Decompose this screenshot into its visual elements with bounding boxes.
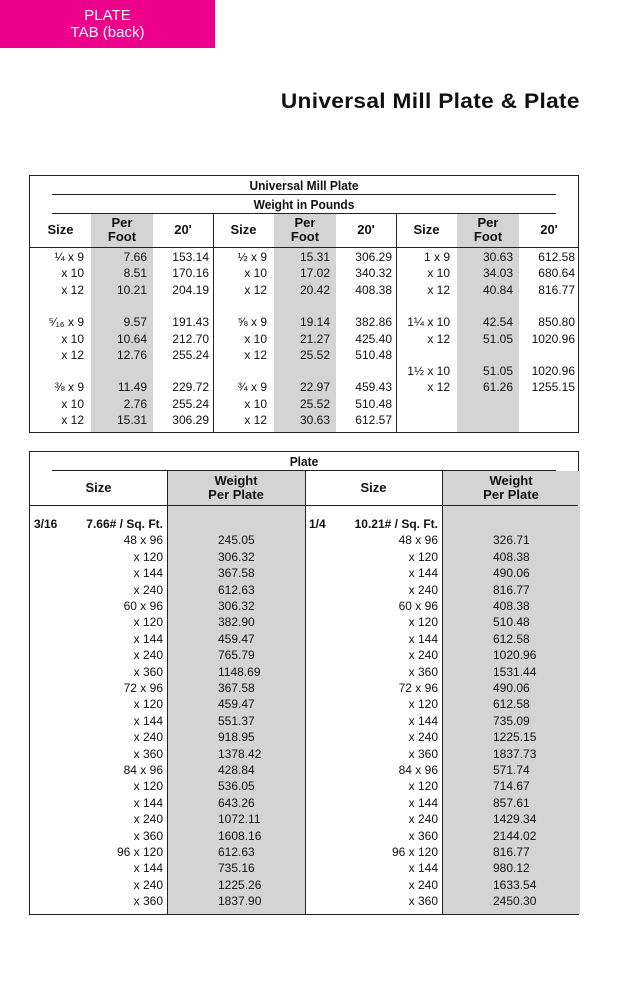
- ump-per-foot-cell: 30.63: [299, 413, 330, 427]
- plate-size-cell: x 144: [408, 566, 438, 581]
- ump-size-cell: x 12: [427, 282, 450, 297]
- plate-weight-cell: 408.38: [493, 549, 530, 564]
- ump-twenty-foot-cell: 306.29: [355, 250, 392, 264]
- plate-size-cell: x 240: [133, 877, 163, 892]
- plate-size-cell: x 240: [133, 812, 163, 827]
- plate-size-cell: x 240: [133, 582, 163, 597]
- ump-twenty-foot-cell: 153.14: [172, 250, 209, 264]
- size-header: Size: [47, 222, 74, 237]
- weight-per-plate-header: [442, 474, 580, 502]
- ump-twenty-foot-cell: 459.43: [355, 380, 392, 395]
- plate-weight-cell: 245.05: [218, 533, 255, 548]
- ump-per-foot-cell: 10.64: [116, 331, 147, 346]
- ump-per-foot-cell: 11.49: [117, 380, 147, 395]
- plate-size-cell: x 360: [408, 664, 438, 679]
- plate-weight-cell: 612.58: [493, 631, 530, 646]
- plate-weight-cell: 367.58: [218, 680, 255, 695]
- ump-per-foot-cell: 10.21: [116, 282, 147, 297]
- plate-size-cell: x 144: [133, 713, 163, 728]
- plate-weight-cell: 459.47: [218, 697, 255, 712]
- plate-size-cell: x 240: [133, 648, 163, 663]
- ump-size-cell: 1 x 9: [423, 250, 450, 264]
- ump-size-cell: x 12: [427, 331, 450, 346]
- plate-size-cell: x 144: [133, 566, 163, 581]
- weight-header-line: Weight: [214, 473, 258, 488]
- ump-table-title: Universal Mill Plate: [52, 176, 556, 195]
- plate-weight-cell: 306.32: [218, 598, 255, 613]
- ump-twenty-foot-cell: 306.29: [172, 413, 209, 427]
- plate-weight-cell: 1837.73: [493, 746, 537, 761]
- plate-size-cell: x 360: [133, 894, 163, 909]
- side-divider: [305, 471, 306, 914]
- plate-size-cell: x 144: [133, 795, 163, 810]
- plate-weight-cell: 735.09: [493, 713, 530, 728]
- weight-divider: [167, 471, 168, 914]
- ump-twenty-foot-cell: 382.86: [355, 315, 392, 330]
- plate-weight-cell: 1020.96: [493, 648, 537, 663]
- plate-size-cell: x 144: [133, 861, 163, 876]
- section-tab: [0, 0, 215, 48]
- plate-weight-cell: 612.63: [218, 582, 255, 597]
- plate-weight-cell: 1531.44: [493, 664, 537, 679]
- ump-size-cell: ⅜ x 9: [54, 380, 84, 395]
- ump-per-foot-cell: 8.51: [123, 266, 147, 281]
- ump-twenty-foot-cell: 425.40: [355, 331, 392, 346]
- weight-header-line: Weight: [489, 473, 533, 488]
- ump-per-foot-cell: 40.84: [482, 282, 513, 297]
- ump-size-cell: ⁵⁄₁₆ x 9: [48, 315, 84, 330]
- ump-per-foot-cell: 20.42: [299, 282, 330, 297]
- plate-size-cell: x 360: [408, 828, 438, 843]
- universal-mill-plate-table: [29, 175, 579, 433]
- plate-size-cell: x 144: [408, 713, 438, 728]
- ump-size-cell: x 10: [61, 331, 84, 346]
- ump-size-cell: x 12: [244, 347, 267, 362]
- ump-per-foot-cell: 51.05: [482, 364, 513, 379]
- plate-weight-cell: 1225.26: [218, 877, 262, 892]
- ump-size-cell: x 12: [244, 282, 267, 297]
- ump-twenty-foot-cell: 816.77: [538, 282, 575, 297]
- ump-per-foot-cell: 17.02: [299, 266, 330, 281]
- ump-twenty-foot-cell: 850.80: [538, 315, 575, 330]
- plate-weight-cell: 765.79: [218, 648, 255, 663]
- per-foot-header: [274, 216, 336, 244]
- plate-thickness: 1/4: [309, 517, 326, 531]
- plate-size-cell: x 144: [408, 861, 438, 876]
- plate-weight-cell: 714.67: [493, 779, 530, 794]
- plate-weight-cell: 428.84: [218, 762, 255, 777]
- plate-weight-cell: 490.06: [493, 566, 530, 581]
- plate-size-cell: x 360: [408, 746, 438, 761]
- ump-twenty-foot-cell: 204.19: [172, 282, 209, 297]
- foot-header-line: Foot: [473, 229, 503, 244]
- plate-weight-cell: 1225.15: [493, 730, 537, 745]
- ump-size-cell: ¾ x 9: [237, 380, 267, 395]
- plate-size-cell: 72 x 96: [123, 680, 163, 695]
- plate-weight-cell: 326.71: [493, 533, 530, 548]
- plate-rate: 7.66# / Sq. Ft.: [86, 517, 163, 531]
- ump-table-subtitle: Weight in Pounds: [52, 195, 556, 214]
- plate-size-cell: 48 x 96: [398, 533, 438, 548]
- ump-per-foot-cell: 25.52: [299, 347, 330, 362]
- ump-twenty-foot-cell: 1020.96: [531, 364, 575, 379]
- ump-twenty-foot-cell: 255.24: [172, 396, 209, 411]
- ump-twenty-foot-cell: 255.24: [172, 347, 209, 362]
- plate-weight-cell: 643.26: [218, 795, 255, 810]
- plate-weight-cell: 571.74: [493, 762, 530, 777]
- ump-size-cell: 1½ x 10: [407, 364, 450, 379]
- ump-per-foot-cell: 34.03: [482, 266, 513, 281]
- plate-size-header: Size: [85, 480, 112, 495]
- ump-per-foot-cell: 21.27: [299, 331, 330, 346]
- plate-size-cell: x 120: [408, 549, 438, 564]
- plate-weight-cell: 816.77: [493, 582, 530, 597]
- plate-size-cell: x 144: [408, 795, 438, 810]
- plate-weight-cell: 367.58: [218, 566, 255, 581]
- plate-size-cell: 60 x 96: [123, 598, 163, 613]
- foot-header-line: Foot: [107, 229, 137, 244]
- plate-weight-cell: 408.38: [493, 598, 530, 613]
- plate-weight-cell: 2450.30: [493, 894, 537, 909]
- per-foot-header: [457, 216, 519, 244]
- plate-size-cell: x 360: [133, 746, 163, 761]
- plate-size-cell: x 240: [408, 648, 438, 663]
- plate-size-header: Size: [360, 480, 387, 495]
- per-plate-header-line: Per Plate: [483, 487, 539, 502]
- plate-size-cell: 96 x 120: [391, 844, 438, 859]
- plate-weight-cell: 918.95: [218, 730, 255, 745]
- plate-size-cell: x 240: [408, 877, 438, 892]
- plate-weight-cell: 1148.69: [218, 664, 261, 679]
- ump-size-cell: x 12: [61, 347, 84, 362]
- plate-weight-cell: 382.90: [218, 615, 255, 630]
- plate-weight-cell: 510.48: [493, 615, 530, 630]
- ump-per-foot-cell: 15.31: [299, 250, 330, 264]
- plate-weight-cell: 612.58: [493, 697, 530, 712]
- ump-twenty-foot-cell: 212.70: [172, 331, 209, 346]
- ump-size-cell: x 12: [244, 413, 267, 427]
- ump-per-foot-cell: 2.76: [123, 396, 147, 411]
- plate-size-cell: x 120: [133, 549, 163, 564]
- ump-size-cell: x 10: [61, 266, 84, 281]
- twenty-foot-header: 20': [174, 222, 192, 237]
- plate-size-cell: x 120: [408, 615, 438, 630]
- ump-twenty-foot-cell: 408.38: [355, 282, 392, 297]
- size-header: Size: [413, 222, 440, 237]
- plate-weight-cell: 2144.02: [493, 828, 537, 843]
- plate-weight-cell: 857.61: [493, 795, 530, 810]
- per-header-line: Per: [477, 215, 499, 230]
- ump-size-cell: x 10: [427, 266, 450, 281]
- ump-per-foot-cell: 9.57: [123, 315, 147, 330]
- ump-per-foot-cell: 51.05: [482, 331, 513, 346]
- plate-size-cell: 96 x 120: [116, 844, 163, 859]
- header-bottom-line: [30, 247, 578, 248]
- ump-twenty-foot-cell: 340.32: [355, 266, 392, 281]
- ump-size-cell: x 10: [244, 331, 267, 346]
- plate-size-cell: x 120: [408, 697, 438, 712]
- twenty-foot-header: 20': [540, 222, 558, 237]
- ump-per-foot-cell: 25.52: [299, 396, 330, 411]
- plate-weight-cell: 816.77: [493, 844, 530, 859]
- plate-weight-cell: 1429.34: [493, 812, 537, 827]
- plate-weight-cell: 551.37: [218, 713, 255, 728]
- ump-size-cell: x 10: [244, 396, 267, 411]
- ump-per-foot-cell: 42.54: [482, 315, 513, 330]
- plate-size-cell: 84 x 96: [398, 762, 438, 777]
- plate-size-cell: 84 x 96: [123, 762, 163, 777]
- ump-size-cell: x 12: [61, 282, 84, 297]
- ump-twenty-foot-cell: 510.48: [355, 396, 392, 411]
- plate-weight-cell: 612.63: [218, 844, 255, 859]
- plate-weight-cell: 1837.90: [218, 894, 262, 909]
- tab-line-1: PLATE: [84, 7, 131, 24]
- page-title: Universal Mill Plate & Plate: [281, 90, 580, 113]
- plate-weight-cell: 1608.16: [218, 828, 262, 843]
- plate-size-cell: x 360: [408, 894, 438, 909]
- plate-weight-cell: 459.47: [218, 631, 255, 646]
- plate-size-cell: x 240: [408, 582, 438, 597]
- ump-per-foot-cell: 22.97: [299, 380, 330, 395]
- plate-header-bottom-line: [30, 505, 578, 506]
- plate-table: [29, 451, 579, 915]
- ump-size-cell: x 10: [61, 396, 84, 411]
- weight-divider: [442, 471, 443, 914]
- ump-twenty-foot-cell: 1020.96: [531, 331, 575, 346]
- ump-size-cell: x 10: [244, 266, 267, 281]
- plate-size-cell: x 240: [408, 730, 438, 745]
- plate-table-title: Plate: [52, 452, 556, 471]
- plate-size-cell: x 120: [133, 697, 163, 712]
- per-foot-header: [91, 216, 153, 244]
- ump-size-cell: ¼ x 9: [54, 250, 84, 264]
- foot-header-line: Foot: [290, 229, 320, 244]
- plate-size-cell: x 240: [408, 812, 438, 827]
- plate-thickness: 3/16: [34, 517, 58, 531]
- plate-weight-cell: 536.05: [218, 779, 255, 794]
- tab-line-2: TAB (back): [70, 24, 145, 41]
- plate-weight-cell: 1378.42: [218, 746, 262, 761]
- plate-size-cell: x 144: [408, 631, 438, 646]
- size-header: Size: [230, 222, 257, 237]
- ump-per-foot-cell: 19.14: [299, 315, 330, 330]
- plate-size-cell: 48 x 96: [123, 533, 163, 548]
- ump-size-cell: ⅝ x 9: [237, 315, 267, 330]
- plate-size-cell: x 120: [133, 615, 163, 630]
- ump-size-cell: x 12: [427, 380, 450, 395]
- ump-twenty-foot-cell: 229.72: [172, 380, 209, 395]
- ump-size-cell: ½ x 9: [237, 250, 267, 264]
- plate-weight-cell: 980.12: [493, 861, 530, 876]
- plate-weight-cell: 490.06: [493, 680, 530, 695]
- plate-rate: 10.21# / Sq. Ft.: [354, 517, 438, 531]
- plate-weight-cell: 1072.11: [218, 812, 261, 827]
- plate-size-cell: x 120: [408, 779, 438, 794]
- per-header-line: Per: [294, 215, 316, 230]
- ump-twenty-foot-cell: 680.64: [538, 266, 575, 281]
- ump-twenty-foot-cell: 191.43: [172, 315, 209, 330]
- ump-per-foot-cell: 12.76: [116, 347, 147, 362]
- ump-per-foot-cell: 15.31: [116, 413, 147, 427]
- ump-per-foot-cell: 7.66: [123, 250, 147, 264]
- per-plate-header-line: Per Plate: [208, 487, 264, 502]
- plate-size-cell: 60 x 96: [398, 598, 438, 613]
- ump-twenty-foot-cell: 612.57: [355, 413, 392, 427]
- plate-size-cell: 72 x 96: [398, 680, 438, 695]
- ump-twenty-foot-cell: 1255.15: [531, 380, 575, 395]
- ump-twenty-foot-cell: 510.48: [355, 347, 392, 362]
- weight-per-plate-header: [167, 474, 305, 502]
- plate-size-cell: x 360: [133, 664, 163, 679]
- plate-size-cell: x 144: [133, 631, 163, 646]
- ump-size-cell: 1¼ x 10: [407, 315, 450, 330]
- per-header-line: Per: [111, 215, 133, 230]
- plate-size-cell: x 360: [133, 828, 163, 843]
- plate-weight-cell: 735.16: [218, 861, 255, 876]
- plate-weight-cell: 306.32: [218, 549, 255, 564]
- ump-twenty-foot-cell: 612.58: [538, 250, 575, 264]
- twenty-foot-header: 20': [357, 222, 375, 237]
- ump-size-cell: x 12: [61, 413, 84, 427]
- plate-weight-cell: 1633.54: [493, 877, 537, 892]
- ump-per-foot-cell: 61.26: [482, 380, 513, 395]
- ump-per-foot-cell: 30.63: [482, 250, 513, 264]
- plate-size-cell: x 120: [133, 779, 163, 794]
- plate-size-cell: x 240: [133, 730, 163, 745]
- ump-twenty-foot-cell: 170.16: [172, 266, 209, 281]
